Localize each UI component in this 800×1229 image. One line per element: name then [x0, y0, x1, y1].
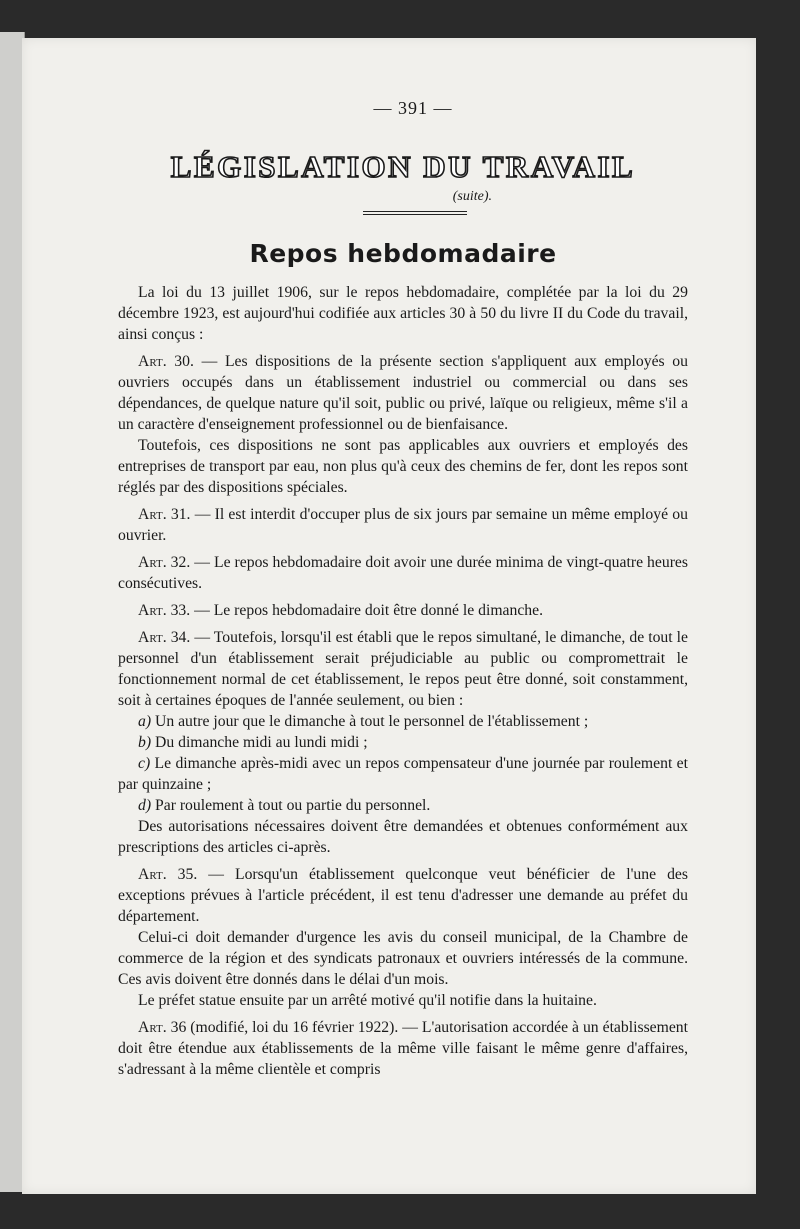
article-34: [118, 627, 688, 711]
item-text: Le dimanche après-midi avec un repos compensateur d'une journée par roulement et par quinzaine ;: [118, 755, 688, 793]
article-33-label: Art. 33.: [138, 602, 191, 619]
article-31-text: — Il est interdit d'occuper plus de six jours par semaine un même employé ou ouvrier.: [118, 506, 688, 544]
article-35-paragraph-3: Le préfet statue ensuite par un arrêté motivé qu'il notifie dans la huitaine.: [138, 992, 597, 1009]
article-35: [118, 864, 688, 927]
section-title: Repos hebdomadaire: [249, 239, 557, 268]
item-letter: b): [138, 734, 152, 751]
article-36-label: Art. 36: [138, 1019, 187, 1036]
article-32-text: — Le repos hebdomadaire doit avoir une durée minima de vingt-quatre heures consécutives.: [118, 554, 688, 592]
item-text: Un autre jour que le dimanche à tout le personnel de l'établissement ;: [151, 713, 589, 730]
article-33-text: — Le repos hebdomadaire doit être donné le dimanche.: [190, 602, 544, 619]
article-34-item-b: [118, 732, 688, 753]
article-30: [118, 351, 688, 435]
page-content: [118, 98, 688, 1080]
article-34-label: Art. 34.: [138, 629, 191, 646]
article-30-text: — Les dispositions de la présente section s'appliquent aux employés ou ouvriers occupés dans un établissement industriel ou commercial ou dans ses dépendances, de quelque nature qu'il soit, public ou privé, laïque ou religieux, même s'il a un caractère d'enseignement professionnel ou de bienfaisance.: [118, 353, 688, 433]
intro-paragraph: La loi du 13 juillet 1906, sur le repos hebdomadaire, complétée par la loi du 29 décembre 1923, est aujourd'hui codifiée aux articles 30 à 50 du livre II du Code du travail, ainsi conçus :: [118, 284, 688, 343]
article-34-item-d: [118, 795, 688, 816]
item-letter: a): [138, 713, 152, 730]
page: [22, 38, 756, 1194]
article-32-label: Art. 32.: [138, 554, 191, 571]
article-33: [118, 600, 688, 621]
item-text: Du dimanche midi au lundi midi ;: [151, 734, 368, 751]
article-36-text: (modifié, loi du 16 février 1922). — L'autorisation accordée à un établissement doit être étendue aux établissements de la même ville faisant le même genre d'affaires, s'adressant à la même clientèle et compris: [118, 1019, 688, 1078]
article-31: [118, 504, 688, 546]
page-number: — 391 —: [373, 98, 453, 118]
item-text: Par roulement à tout ou partie du personnel.: [151, 797, 431, 814]
article-34-item-c: [118, 753, 688, 795]
item-letter: c): [138, 755, 151, 772]
article-34-text: — Toutefois, lorsqu'il est établi que le repos simultané, le dimanche, de tout le personnel d'un établissement serait préjudiciable au public ou compromettrait le fonctionnement normal de cet établissement, le repos peut être donné, soit constamment, soit à certaines époques de l'année seulement, ou bien :: [118, 629, 688, 709]
header-title: LÉGISLATION DU TRAVAIL: [170, 149, 636, 184]
article-34-item-a: [118, 711, 688, 732]
divider-rule: [363, 211, 467, 215]
article-34-paragraph-2: Des autorisations nécessaires doivent être demandées et obtenues conformément aux prescriptions des articles ci-après.: [118, 818, 688, 856]
article-32: [118, 552, 688, 594]
article-31-label: Art. 31.: [138, 506, 191, 523]
article-30-label: Art. 30.: [138, 353, 194, 370]
article-35-label: Art. 35.: [138, 866, 198, 883]
article-36: [118, 1017, 688, 1080]
header-suite: (suite).: [452, 189, 492, 204]
article-35-paragraph-2: Celui-ci doit demander d'urgence les avis du conseil municipal, de la Chambre de commerce de la région et des syndicats patronaux et ouvriers intéressés de la commune. Ces avis doivent être donnés dans le délai d'un mois.: [118, 929, 688, 988]
item-letter: d): [138, 797, 152, 814]
article-30-paragraph-2: Toutefois, ces dispositions ne sont pas applicables aux ouvriers et employés des entreprises de transport par eau, non plus qu'à ceux des chemins de fer, dont les repos sont réglés par des dispositions spéciales.: [118, 437, 688, 496]
article-35-text: — Lorsqu'un établissement quelconque veut bénéficier de l'une des exceptions prévues à l'article précédent, il est tenu d'adresser une demande au préfet du département.: [118, 866, 688, 925]
